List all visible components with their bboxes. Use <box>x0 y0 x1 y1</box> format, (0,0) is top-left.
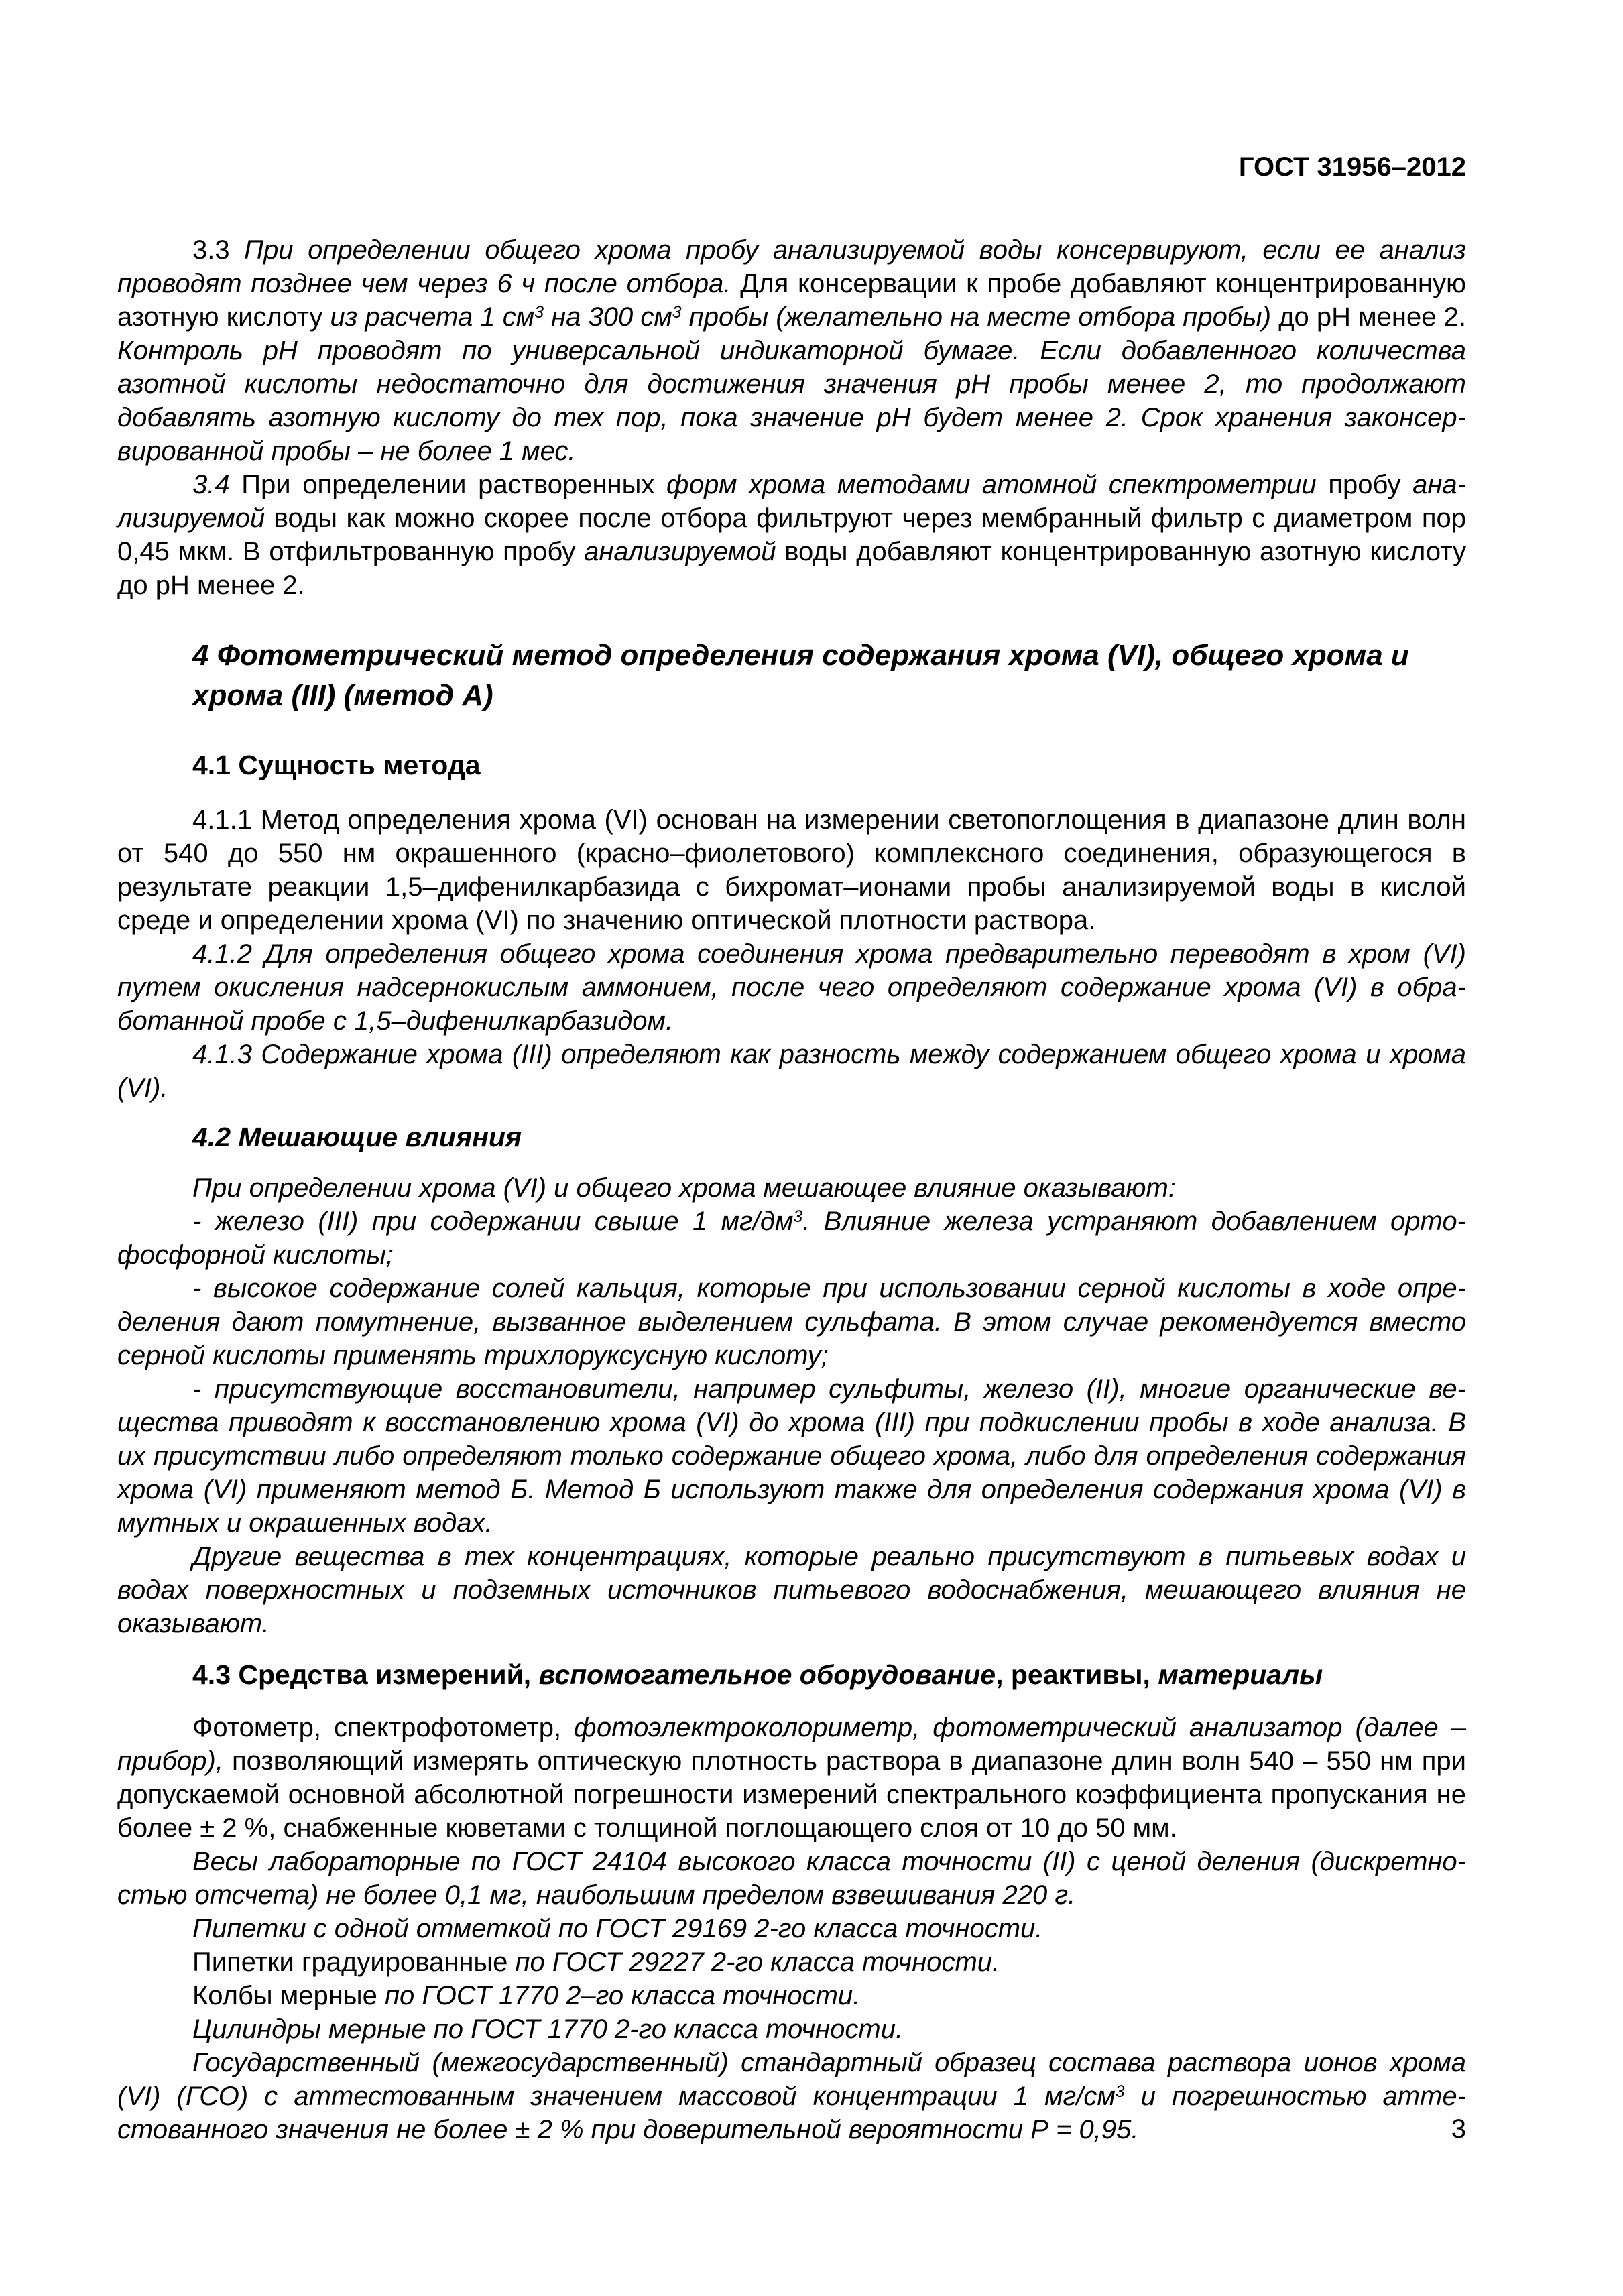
text-run: анализируемой <box>117 470 1467 533</box>
p-4-1-1 <box>117 803 1466 937</box>
standard-number-header: ГОСТ 31956–2012 <box>1238 152 1466 182</box>
text-run: вспомогательное оборудование <box>538 1659 996 1690</box>
text-run: воды как можно скорее после отбора фильтруют через мембранный фильтр с диаметром пор 0,45 мкм. В отфильтрованную пробу <box>117 503 1466 566</box>
text-run: анализируемой <box>584 537 785 566</box>
document-body <box>117 233 1466 2147</box>
h-4-1 <box>192 748 1466 782</box>
text-run: При определении хрома (VI) и общего хрома мешающее влияние оказывают: <box>192 1173 1176 1203</box>
text-run: 4.1.2 Для определения общего хрома соединения хрома предварительно переводят в хром (VI) путем окисления надсернокислым аммонием, после чего определяют содержание хрома (VI) в обработанной пробе с 1,5–дифенилкарбазидом. <box>117 939 1466 1036</box>
text-run: Фотометр, спектрофотометр, <box>192 1713 575 1742</box>
text-run: воды добавляют концентрированную азотную кислоту до pH менее 2. <box>117 537 1466 600</box>
text-run: форм хрома методами атомной спектрометрии <box>666 470 1329 499</box>
p-4-2-iron <box>117 1205 1466 1272</box>
text-run: , реактивы, <box>996 1659 1158 1690</box>
text-run: и погрешностью аттестованного значения не более ± 2 % при доверительной вероятности Р = 0,95. <box>117 2081 1466 2144</box>
text-run: Весы лабораторные по ГОСТ 24104 высокого класса точности (II) с ценой деления (дискретностью отсчета) не более 0,1 мг, наибольшим пределом взвешивания 220 г. <box>117 1847 1466 1910</box>
text-run: 3.3 <box>192 235 245 265</box>
text-run: 4.1 Сущность метода <box>192 749 481 780</box>
p-4-3-4 <box>117 1945 1466 1979</box>
text-run: Цилиндры мерные по ГОСТ 1770 2-го класса точности. <box>192 2014 904 2044</box>
text-run: 4 Фотометрический метод определения содержания хрома (VI), общего хрома и хрома (III) (метод А) <box>192 639 1409 712</box>
h-4-2 <box>192 1120 1466 1154</box>
text-run: Государственный (межгосударственный) стандартный образец состава раствора ионов хрома (VI) (ГСО) с аттестованным значением массовой концентрации 1 мг/см <box>117 2048 1466 2111</box>
p-4-1-2 <box>117 937 1466 1038</box>
h-4 <box>192 636 1466 716</box>
text-run: пробы (желательно на месте отбора пробы) <box>681 302 1279 332</box>
text-run: по ГОСТ 1770 2–го класса точности. <box>384 1981 861 2010</box>
p-4-3-1 <box>117 1711 1466 1845</box>
p-4-3-5 <box>117 1979 1466 2012</box>
text-run: Для консервации к пробе добавляют концентрированную азотную кислоту <box>117 269 1466 332</box>
text-run: . Влияние железа устраняют добавлением ортофосфорной кислоты; <box>117 1207 1466 1270</box>
text-run: 4.1.3 Содержание хрома (III) определяют как разность между содержанием общего хрома и хрома (VI). <box>117 1040 1466 1103</box>
text-run: Пипетки градуированные <box>192 1947 516 1977</box>
p-4-1-3 <box>117 1038 1466 1105</box>
text-run: пробу <box>1328 470 1413 499</box>
text-run: - железо (III) при содержании свыше 1 мг/дм <box>192 1207 794 1236</box>
text-run: 3 <box>793 1207 803 1226</box>
p-3-3 <box>117 233 1466 468</box>
page-content <box>117 0 1466 2147</box>
text-run: позволяющий измерять оптическую плотность раствора в диапазоне длин волн 540 – 550 нм при допускаемой основной абсолютной погрешности измерений спектрального коэффициента пропускания не более ± 2 %, снабженные кюветами с толщиной поглощающего слоя от 10 до 50 мм. <box>117 1746 1466 1843</box>
text-run: 4.2 Мешающие влияния <box>192 1122 522 1152</box>
text-run: 3 <box>1115 2082 1125 2101</box>
p-4-2-other <box>117 1540 1466 1640</box>
text-run: на 300 см <box>543 302 672 332</box>
p-3-4 <box>117 468 1466 602</box>
p-4-2-calcium <box>117 1272 1466 1372</box>
text-run: При определении растворенных <box>241 470 667 499</box>
text-run: до pH менее 2. <box>1278 302 1466 332</box>
text-run: 4.1.1 Метод определения хрома (VI) основан на измерении светопоглощения в диапазоне длин волн от 540 до 550 нм окрашенного (красно–фиолетового) комплексного соединения, образующегося в результате реакции 1,5–дифенилкарбазида с бихромат–ионами пробы анализируемой воды в кислой среде и определении хрома (VI) по значению оптической плотности раствора. <box>117 805 1466 935</box>
text-run: - высокое содержание солей кальция, которые при использовании серной кислоты в ходе определения дают помутнение, вызванное выделением сульфата. В этом случае рекомендуется вместо серной кислоты применять трихлоруксусную кислоту; <box>117 1274 1466 1370</box>
text-run: по ГОСТ 29227 2-го класса точности. <box>515 1947 1000 1977</box>
text-run: 3 <box>534 303 544 322</box>
text-run: Пипетки с одной отметкой по ГОСТ 29169 2-го класса точности. <box>192 1914 1043 1943</box>
text-run: 3 <box>672 303 682 322</box>
page-number: 3 <box>1451 2114 1466 2144</box>
text-run: из расчета 1 см <box>330 302 535 332</box>
p-4-3-3 <box>117 1912 1466 1945</box>
p-4-2-intro <box>117 1171 1466 1205</box>
p-4-2-reducers <box>117 1372 1466 1540</box>
h-4-3 <box>192 1658 1466 1691</box>
p-4-3-2 <box>117 1845 1466 1912</box>
text-run: - присутствующие восстановители, например сульфиты, железо (II), многие органические вещества приводят к восстановлению хрома (VI) до хрома (III) при подкислении пробы в ходе анализа. В их присутствии либо определяют только содержание общего хрома, либо для определения содержания хрома (VI) применяют метод Б. Метод Б используют также для определения содержания хрома (VI) в мутных и окрашенных водах. <box>117 1374 1466 1538</box>
p-4-3-6 <box>117 2012 1466 2046</box>
p-4-3-7 <box>117 2046 1466 2147</box>
text-run: Другие вещества в тех концентрациях, которые реально присутствуют в питьевых водах и водах поверхностных и подземных источников питьевого водоснабжения, мешающего влияния не оказывают. <box>117 1542 1466 1638</box>
text-run: Колбы мерные <box>192 1981 385 2010</box>
text-run: При определении общего хрома пробу анализируемой воды консервируют, если ее анализ проводят позднее чем через 6 ч после отбора. <box>117 235 1466 298</box>
text-run: фотоэлектроколориметр, фотометрический анализатор (далее – прибор), <box>117 1713 1466 1776</box>
text-run: материалы <box>1158 1659 1323 1690</box>
text-run: 3.4 <box>192 470 242 499</box>
text-run: 4.3 Средства измерений, <box>192 1659 539 1690</box>
text-run: Контроль pH проводят по универсальной индикаторной бумаге. Если добавленного количества азотной кислоты недостаточно для достижения значения pH пробы менее 2, то продолжают добавлять азотную кислоту до тех пор, пока значение pH будет менее 2. Срок хранения законсервированной пробы – не более 1 мес. <box>117 336 1466 466</box>
